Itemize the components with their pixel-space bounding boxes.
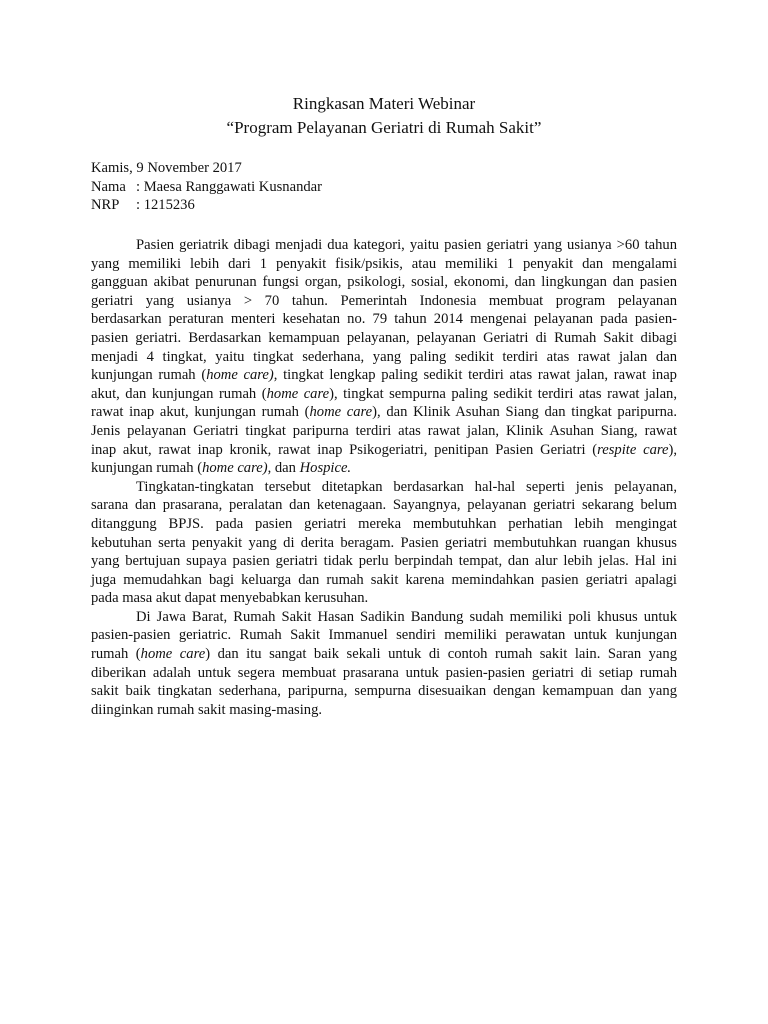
italic-term: Hospice. (299, 460, 352, 477)
text-line: menjadi 4 tingkat, yaitu tingkat sederhana, yang paling sedikit terdiri atas rawat jalan dan (91, 348, 677, 365)
text-line (91, 441, 677, 460)
text-line (91, 366, 677, 385)
document-heading (0, 92, 768, 140)
text-segment: kunjungan rumah ( (91, 367, 207, 384)
italic-term: home care (309, 404, 373, 421)
name-row (91, 178, 322, 197)
text-line: Di Jawa Barat, Rumah Sakit Hasan Sadikin Bandung sudah memiliki poli khusus untuk (136, 608, 677, 625)
text-line: pasien geriatri. Berdasarkan kemampuan pelayanan, pelayanan Geriatri di Rumah Sakit dibagi (91, 329, 677, 346)
text-segment: ), (668, 441, 677, 458)
nrp-value: : 1215236 (136, 197, 195, 213)
text-line: yang bertujuan supaya pasien geriatri tidak perlu berpindah tempat, dan alur lebih jelas. Hal ini (91, 553, 677, 570)
text-line: yang memiliki lebih dari 1 penyakit fisik/psikis, atau memiliki 1 penyakit dan mengalami (91, 255, 677, 272)
text-segment: rawat inap akut, kunjungan rumah ( (91, 404, 310, 421)
text-segment: rumah ( (91, 646, 141, 663)
text-line: Tingkatan-tingkatan tersebut ditetapkan berdasarkan hal-hal seperti jenis pelayanan, (136, 478, 677, 495)
text-line: pada masa akut dapat menyebabkan kerusuhan. (91, 590, 369, 607)
document-subtitle: “Program Pelayanan Geriatri di Rumah Sakit” (226, 118, 542, 137)
italic-term: home care) (202, 460, 268, 477)
text-line: kebutuhan serta penyakit yang di derita beragam. Pasien geriatri membutuhkan ruangan khusus (91, 534, 677, 551)
text-line: sarana dan prasarana, peralatan dan ketenagaan. Sayangnya, pelayanan geriatri sekarang belum (91, 497, 677, 514)
text-line: sakit baik tingkatan sederhana, paripurna, sempurna disesuaikan dengan kemampuan dan yang (91, 683, 677, 700)
text-line: Pasien geriatrik dibagi menjadi dua kategori, yaitu pasien geriatri yang usianya >60 tahun (136, 237, 677, 253)
name-value: : Maesa Ranggawati Kusnandar (136, 178, 323, 195)
text-line: juga memudahkan bagi keluarga dan rumah sakit karena memindahkan pasien geriatri apalagi (91, 571, 677, 588)
nrp-label: NRP (91, 197, 120, 213)
text-segment: akut, dan kunjungan rumah ( (91, 385, 267, 402)
document-date: Kamis, 9 November 2017 (91, 160, 242, 176)
text-segment: kunjungan rumah ( (91, 460, 203, 477)
text-line: diinginkan rumah sakit masing-masing. (91, 701, 323, 718)
text-line: geriatri yang usianya > 70 tahun. Pemerintah Indonesia membuat program pelayanan (91, 292, 677, 309)
text-line: diberikan adalah untuk segera membuat prasarana untuk pasien-pasien geriatri di setiap rumah (91, 664, 677, 681)
document-body (91, 236, 677, 719)
name-label: Nama (91, 178, 126, 195)
document-title: Ringkasan Materi Webinar (292, 94, 476, 113)
text-segment: , tingkat lengkap paling sedikit terdiri atas rawat jalan, rawat inap (273, 367, 677, 384)
text-line (91, 645, 677, 664)
text-line (91, 459, 677, 478)
text-line: gangguan akibat penurunan fungsi organ, psikologi, sosial, ekonomi, dan lingkungan dan pasien (91, 274, 677, 291)
italic-term: home care (266, 385, 330, 402)
text-segment: inap akut, rawat inap kronik, rawat inap Psikogeriatri, penitipan Pasien Geriatri ( (91, 441, 598, 458)
text-line: Jenis pelayanan Geriatri tingkat paripurna terdiri atas rawat jalan, Klinik Asuhan Siang, rawat (91, 422, 677, 439)
italic-term: home care (140, 646, 206, 663)
text-line: pasien-pasien geriatric. Rumah Sakit Immanuel sendiri memiliki perawatan untuk kunjungan (91, 627, 677, 644)
text-line: ditanggung BPJS. pada pasien geriatri mereka membutuhkan perhatian lebih mengingat (91, 515, 677, 532)
text-segment: , dan (267, 460, 300, 477)
text-line (91, 385, 677, 404)
nrp-row (91, 196, 322, 215)
text-segment: ), dan Klinik Asuhan Siang dan tingkat paripurna. (372, 404, 677, 421)
text-line (91, 403, 677, 422)
text-segment: ) dan itu sangat baik sekali untuk di contoh rumah sakit lain. Saran yang (205, 646, 677, 663)
italic-term: respite care (597, 441, 669, 458)
document-meta (91, 159, 322, 215)
italic-term: home care) (206, 367, 274, 384)
text-segment: ), tingkat sempurna paling sedikit terdiri atas rawat jalan, (329, 385, 677, 402)
text-line: berdasarkan peraturan menteri kesehatan no. 79 tahun 2014 mengenai pelayanan pada pasien- (91, 311, 677, 328)
